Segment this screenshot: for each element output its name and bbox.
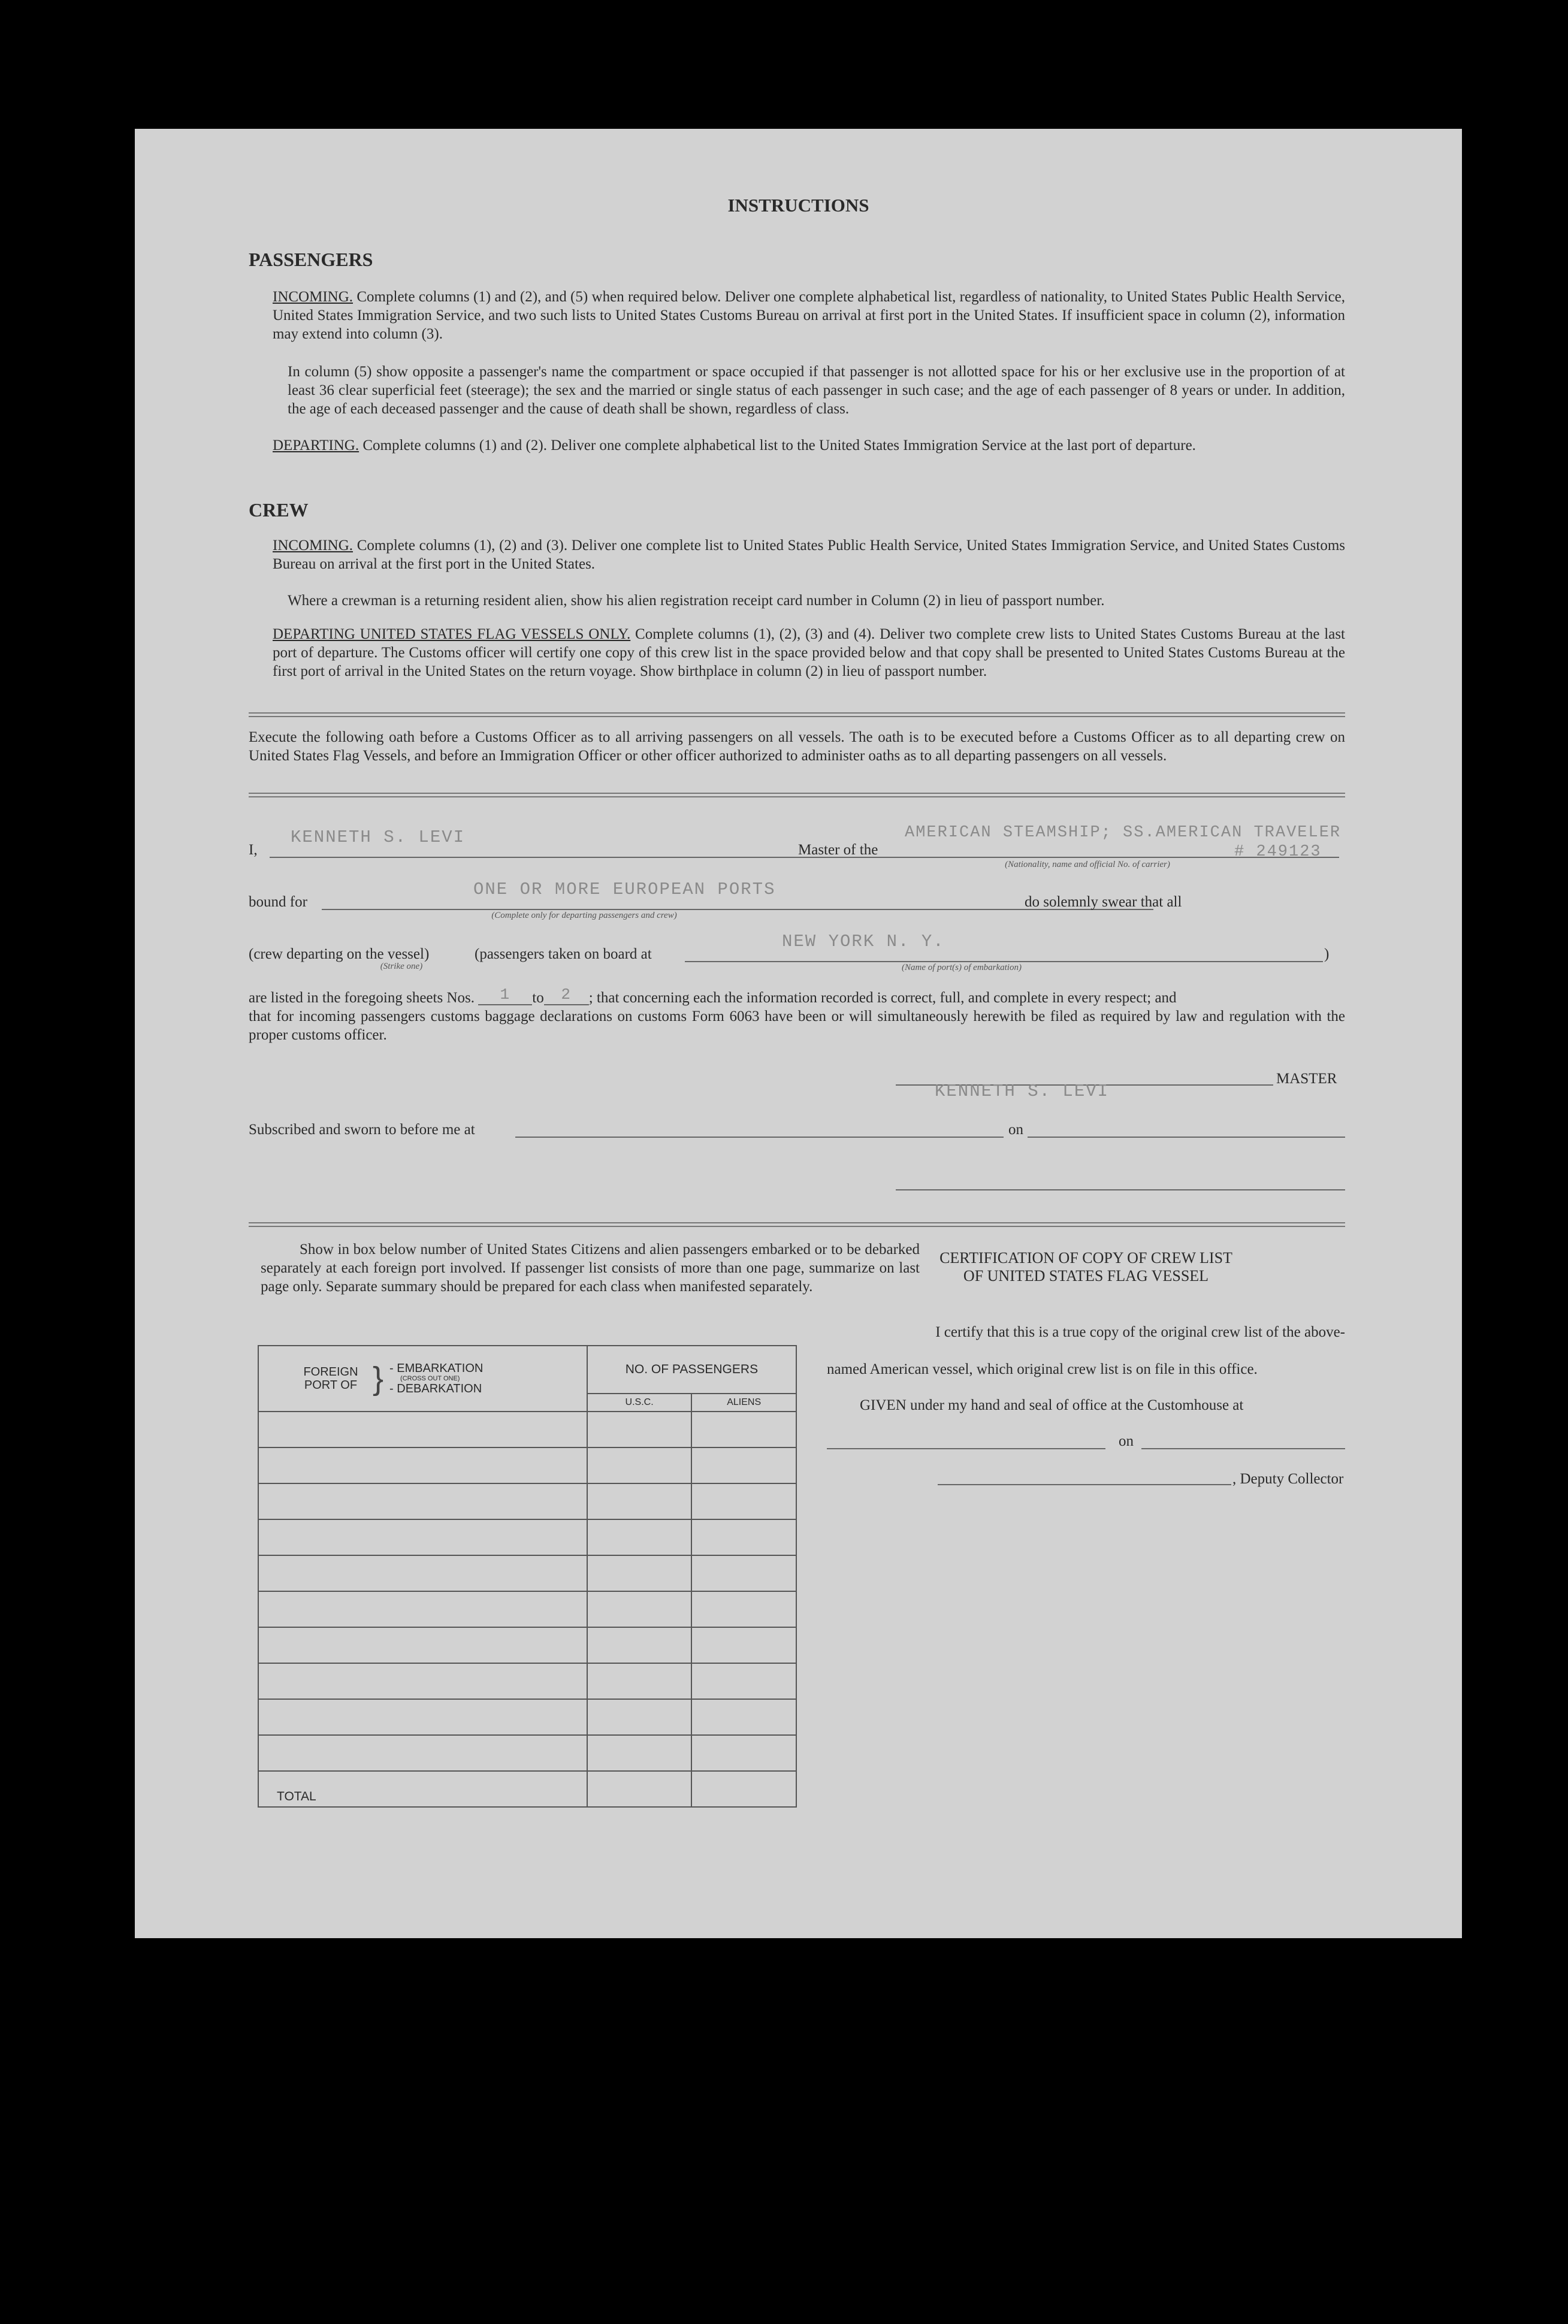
customhouse-line[interactable] — [827, 1448, 1105, 1449]
sheet-to-field[interactable]: 2 — [544, 985, 589, 1005]
aliens-cell[interactable] — [691, 1735, 796, 1771]
master-label: MASTER — [1276, 1071, 1337, 1087]
port-cell[interactable] — [258, 1483, 587, 1519]
master-of-label: Master of the — [798, 842, 878, 858]
aliens-cell[interactable] — [691, 1663, 796, 1699]
bound-for-field[interactable]: ONE OR MORE EUROPEAN PORTS — [473, 880, 776, 899]
usc-cell[interactable] — [587, 1699, 692, 1735]
summary-instructions: Show in box below number of United States Citizens and alien passengers embarked or to be debarked separately at each foreign port involved. If passenger list consists of more than one page, summarize on last page only. Separate summary should be prepared for each class when manifested separately. — [261, 1241, 920, 1295]
port-cell[interactable] — [258, 1699, 587, 1735]
subscribed-date-line[interactable] — [1028, 1137, 1345, 1138]
usc-cell[interactable] — [587, 1663, 692, 1699]
passenger-summary-table — [258, 1345, 797, 1808]
oath-i-label: I, — [249, 842, 258, 858]
swear-text: do solemnly swear that all — [1025, 894, 1182, 910]
embarkation-caption: (Name of port(s) of embarkation) — [902, 963, 1022, 972]
subscribed-on-label: on — [1008, 1122, 1023, 1138]
debarkation-option[interactable]: - DEBARKATION — [389, 1382, 482, 1395]
oath-instructions: Execute the following oath before a Customs Officer as to all arriving passengers on all vessels. The oath is to be executed before a Customs Officer as to all departing crew on United States Flag Vessels, and before an Immigration Officer or other officer authorized to administer oaths as to all departing passengers on all vessels. — [249, 729, 1345, 764]
usc-cell[interactable] — [587, 1519, 692, 1555]
port-cell[interactable] — [258, 1447, 587, 1483]
crew-incoming-text: Complete columns (1), (2) and (3). Deliver one complete list to United States Public Health Service, United States Immigration Service, and United States Customs Bureau on arrival at the first port in the United States. — [273, 537, 1345, 572]
strike-one-caption: (Strike one) — [380, 962, 423, 971]
bound-for-label: bound for — [249, 894, 307, 910]
table-row — [258, 1447, 796, 1483]
passengers-departing-label: DEPARTING. — [273, 437, 359, 454]
passengers-column5-paragraph: In column (5) show opposite a passenger's name the compartment or space occupied if that passenger is not allotted space for his or her exclusive use in the proportion of at least 36 clear superficial feet (steerage); the sex and the married or single status of each passenger in such case; and the age of each passenger of 8 years or under. In addition, the age of each deceased passenger and the cause of death shall be shown, regardless of class. — [288, 364, 1345, 417]
embarkation-option[interactable]: - EMBARKATION — [389, 1362, 484, 1375]
master-name-field[interactable]: KENNETH S. LEVI — [291, 827, 466, 847]
embarkation-line — [685, 961, 1323, 962]
vessel-number-field[interactable]: # 249123 — [1234, 843, 1322, 861]
certification-title-line1: CERTIFICATION OF COPY OF CREW LIST — [939, 1249, 1232, 1267]
usc-cell[interactable] — [587, 1555, 692, 1591]
crew-resident-paragraph: Where a crewman is a returning resident alien, show his alien registration receipt card number in Column (2) in lieu of passport number. — [288, 593, 1105, 609]
embarkation-close-paren: ) — [1324, 946, 1330, 962]
foreign-port-header — [258, 1346, 587, 1412]
aliens-cell[interactable] — [691, 1483, 796, 1519]
officer-signature-line[interactable] — [896, 1189, 1345, 1190]
aliens-cell[interactable] — [691, 1412, 796, 1447]
passengers-incoming-text: Complete columns (1) and (2), and (5) when required below. Deliver one complete alphabetical list, regardless of nationality, to United States Public Health Service, United States Immigration Service, and two such lists to United States Customs Bureau on arrival at first port in the United States. If insufficient space in column (2), information may extend into column (3). — [273, 289, 1346, 342]
brace-symbol: } — [373, 1361, 384, 1397]
passengers-departing-text: Complete columns (1) and (2). Deliver one complete alphabetical list to the United States Immigration Service at the last port of departure. — [362, 437, 1196, 454]
usc-cell[interactable] — [587, 1627, 692, 1663]
aliens-cell[interactable] — [691, 1447, 796, 1483]
cross-out-note: (CROSS OUT ONE) — [400, 1375, 460, 1382]
to-label: to — [532, 990, 544, 1006]
total-row — [258, 1771, 796, 1807]
section-divider — [249, 712, 1345, 717]
given-text: GIVEN under my hand and seal of office at the Customhouse at — [860, 1397, 1244, 1413]
passengers-departing-paragraph — [273, 436, 1345, 455]
aliens-cell[interactable] — [691, 1591, 796, 1627]
deputy-collector-label: , Deputy Collector — [1232, 1471, 1344, 1487]
usc-cell[interactable] — [587, 1412, 692, 1447]
total-label: TOTAL — [258, 1771, 587, 1807]
listed-suffix: ; that concerning each the information recorded is correct, full, and complete in every respect; and — [588, 990, 1177, 1006]
aliens-cell[interactable] — [691, 1555, 796, 1591]
listed-text-2: that for incoming passengers customs baggage declarations on customs Form 6063 have been or will simultaneously herewith be filed as required by law and regulation with the proper customs officer. — [249, 1008, 1345, 1043]
aliens-cell[interactable] — [691, 1627, 796, 1663]
crew-incoming-label: INCOMING. — [273, 537, 354, 554]
passengers-incoming-paragraph — [273, 288, 1345, 343]
foreign-port-label: FOREIGN PORT OF — [303, 1365, 358, 1392]
bound-for-caption: (Complete only for departing passengers and crew) — [491, 911, 677, 920]
certification-date-line[interactable] — [1141, 1448, 1345, 1449]
usc-header: U.S.C. — [587, 1394, 692, 1412]
page-title: INSTRUCTIONS — [727, 195, 869, 216]
subscribed-label: Subscribed and sworn to before me at — [249, 1122, 475, 1138]
certify-text-2: named American vessel, which original crew list is on file in this office. — [827, 1361, 1258, 1377]
embarkation-field[interactable]: NEW YORK N. Y. — [782, 932, 945, 951]
port-cell[interactable] — [258, 1735, 587, 1771]
table-row — [258, 1555, 796, 1591]
table-row — [258, 1483, 796, 1519]
crew-incoming-paragraph — [273, 536, 1345, 573]
table-row — [258, 1735, 796, 1771]
listed-sheets-line — [249, 986, 1177, 1009]
port-cell[interactable] — [258, 1412, 587, 1447]
port-cell[interactable] — [258, 1555, 587, 1591]
aliens-header: ALIENS — [691, 1394, 796, 1412]
table-row — [258, 1591, 796, 1627]
subscribed-location-line[interactable] — [515, 1137, 1004, 1138]
port-cell[interactable] — [258, 1627, 587, 1663]
crew-departing-paragraph — [273, 625, 1345, 681]
table-row — [258, 1519, 796, 1555]
deputy-collector-line[interactable] — [938, 1484, 1231, 1485]
usc-cell[interactable] — [587, 1447, 692, 1483]
vessel-caption: (Nationality, name and official No. of carrier) — [1005, 860, 1170, 869]
port-cell[interactable] — [258, 1519, 587, 1555]
crew-departing-label: DEPARTING UNITED STATES FLAG VESSELS ONLY. — [273, 626, 631, 642]
vessel-field[interactable]: AMERICAN STEAMSHIP; SS.AMERICAN TRAVELER — [905, 824, 1342, 842]
passengers-heading: PASSENGERS — [249, 249, 373, 270]
listed-prefix: are listed in the foregoing sheets Nos. — [249, 990, 475, 1006]
table-row — [258, 1663, 796, 1699]
passengers-taken-option[interactable]: (passengers taken on board at — [475, 946, 652, 962]
table-row — [258, 1412, 796, 1447]
aliens-cell[interactable] — [691, 1519, 796, 1555]
total-usc-cell[interactable] — [587, 1771, 692, 1807]
crew-heading: CREW — [249, 499, 309, 521]
table-row — [258, 1699, 796, 1735]
total-aliens-cell[interactable] — [691, 1771, 796, 1807]
usc-cell[interactable] — [587, 1591, 692, 1627]
crew-departing-option[interactable]: (crew departing on the vessel) — [249, 946, 430, 962]
certification-title — [827, 1249, 1345, 1285]
port-cell[interactable] — [258, 1591, 587, 1627]
aliens-cell[interactable] — [691, 1699, 796, 1735]
usc-cell[interactable] — [587, 1735, 692, 1771]
passengers-incoming-label: INCOMING. — [273, 289, 354, 305]
master-signature-field[interactable]: KENNETH S. LEVI — [935, 1081, 1110, 1101]
certification-on-label: on — [1119, 1433, 1134, 1449]
table-row — [258, 1627, 796, 1663]
port-cell[interactable] — [258, 1663, 587, 1699]
section-divider — [249, 793, 1345, 797]
crew-departing-text: Complete columns (1), (2), (3) and (4). Deliver two complete crew lists to United States Customs Bureau at the last port of departure. The Customs officer will certify one copy of this crew list in the space provided below and that copy shall be presented to United States Customs Bureau at the first port of arrival in the United States on the return voyage. Show birthplace in column (2) in lieu of passport number. — [273, 626, 1345, 679]
usc-cell[interactable] — [587, 1483, 692, 1519]
certification-title-line2: OF UNITED STATES FLAG VESSEL — [963, 1267, 1209, 1285]
certify-text-1: I certify that this is a true copy of the original crew list of the above- — [935, 1324, 1345, 1340]
form-page — [135, 129, 1462, 1938]
no-passengers-header: NO. OF PASSENGERS — [587, 1346, 796, 1394]
section-divider — [249, 1222, 1345, 1227]
sheet-from-field[interactable]: 1 — [478, 985, 532, 1005]
